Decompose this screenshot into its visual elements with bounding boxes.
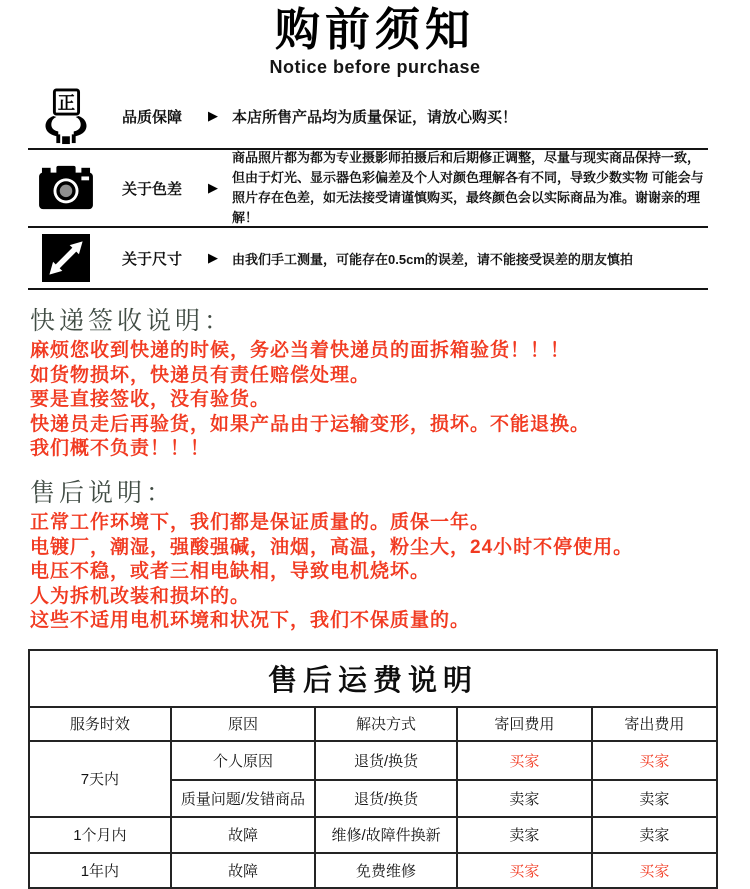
color-difference-label: 关于色差 <box>122 180 183 198</box>
cell-send-fee: 买家 <box>592 741 717 780</box>
arrow-right-icon: ▶ <box>208 180 218 195</box>
cell-reason: 质量问题/发错商品 <box>171 780 315 817</box>
aftersale-notice-line: 这些不适用电机环境和状况下，我们不保质量的。 <box>30 610 471 632</box>
quality-guarantee-text: 本店所售产品均为质量保证，请放心购买！ <box>232 108 518 126</box>
cell-return-fee: 买家 <box>457 853 592 888</box>
header-service-period: 服务时效 <box>29 707 171 741</box>
delivery-notice-line: 麻烦您收到快递的时候，务必当着快递员的面拆箱验货！！！ <box>30 340 571 361</box>
page-title: 购前须知 <box>274 4 475 55</box>
cell-solution: 退货/换货 <box>315 780 457 817</box>
delivery-notice-line: 我们概不负责！！！ <box>30 438 211 460</box>
cell-time: 7天内 <box>29 741 171 817</box>
quality-hands-icon <box>36 87 96 145</box>
arrow-right-icon: ▶ <box>208 250 218 265</box>
header-solution: 解决方式 <box>315 707 457 741</box>
aftersale-notice-line: 人为拆机改装和损坏的。 <box>30 585 251 607</box>
cell-reason: 故障 <box>171 817 315 853</box>
cell-reason: 个人原因 <box>171 741 315 780</box>
cell-send-fee: 卖家 <box>592 817 717 853</box>
cell-solution: 维修/故障件换新 <box>315 817 457 853</box>
delivery-notice-heading: 快递签收说明： <box>30 307 234 335</box>
header-return-fee: 寄回费用 <box>457 707 592 741</box>
arrow-right-icon: ▶ <box>208 108 218 123</box>
size-notice-row <box>28 228 708 290</box>
svg-text:正: 正 <box>57 94 76 115</box>
size-notice-label: 关于尺寸 <box>122 250 183 268</box>
cell-send-fee: 买家 <box>592 853 717 888</box>
cell-return-fee: 卖家 <box>457 817 592 853</box>
cell-time: 1个月内 <box>29 817 171 853</box>
quality-guarantee-label: 品质保障 <box>122 108 183 126</box>
table-row <box>29 741 717 780</box>
info-section <box>28 84 708 290</box>
shipping-fee-table <box>28 649 718 889</box>
aftersale-notice-line: 电镀厂，潮湿，强酸强碱，油烟，高温，粉尘大，24小时不停使用。 <box>30 536 634 558</box>
shipping-table-title: 售后运费说明 <box>29 650 717 707</box>
header-reason: 原因 <box>171 707 315 741</box>
cell-time: 1年内 <box>29 853 171 888</box>
camera-icon <box>36 163 96 213</box>
delivery-notice-line: 要是直接签收，没有验货。 <box>30 389 271 411</box>
color-difference-text: 商品照片都为都为专业摄影师拍摄后和后期修正调整，尽量与现实商品保持一致，但由于灯光、显示器色彩偏差及个人对颜色理解各有不同，导致少数实物 可能会与照片存在色差，如无法接受请谨慎购买，最终颜色会以实际商品为准。谢谢亲的理解！ <box>232 150 704 225</box>
cell-reason: 故障 <box>171 853 315 888</box>
aftersale-notice-section <box>30 478 730 634</box>
header-send-fee: 寄出费用 <box>592 707 717 741</box>
page-subtitle: Notice before purchase <box>269 57 481 77</box>
size-ruler-icon <box>36 234 96 282</box>
table-row <box>29 817 717 853</box>
aftersale-notice-line: 电压不稳，或者三相电缺相，导致电机烧坏。 <box>30 561 431 583</box>
cell-solution: 退货/换货 <box>315 741 457 780</box>
cell-solution: 免费维修 <box>315 853 457 888</box>
delivery-notice-section <box>30 306 730 462</box>
table-row <box>29 853 717 888</box>
aftersale-notice-line: 正常工作环境下，我们都是保证质量的。质保一年。 <box>30 511 491 533</box>
size-notice-text: 由我们手工测量，可能存在0.5cm的误差，请不能接受误差的朋友慎拍 <box>232 251 633 267</box>
cell-return-fee: 买家 <box>457 741 592 780</box>
delivery-notice-line: 快递员走后再验货，如果产品由于运输变形，损坏。不能退换。 <box>30 413 591 435</box>
aftersale-notice-heading: 售后说明： <box>30 478 176 507</box>
cell-send-fee: 卖家 <box>592 780 717 817</box>
cell-return-fee: 卖家 <box>457 780 592 817</box>
title-block <box>0 0 750 78</box>
quality-guarantee-row <box>28 84 708 150</box>
color-difference-row <box>28 150 708 228</box>
delivery-notice-line: 如货物损坏，快递员有责任赔偿处理。 <box>30 364 371 386</box>
table-header-row <box>29 707 717 741</box>
